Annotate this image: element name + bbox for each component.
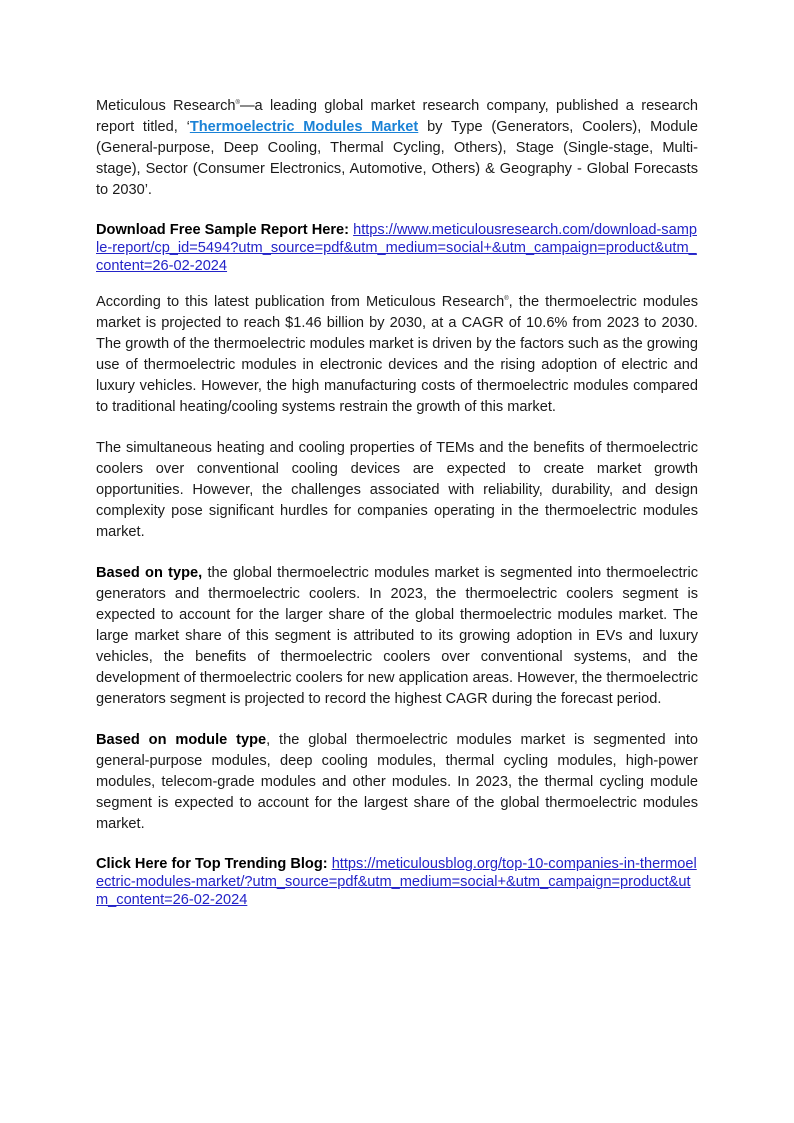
registered-mark: ® (235, 100, 240, 107)
document-page (96, 96, 698, 926)
sample-report-label: Download Free Sample Report Here: (96, 222, 350, 238)
publication-paragraph (96, 292, 698, 418)
publication-text-start: According to this latest publication from Meticulous Research (96, 294, 505, 310)
opportunities-paragraph: The simultaneous heating and cooling properties of TEMs and the benefits of thermoelectric coolers over conventional cooling devices are expected to create market growth opportunities. However, the challenges associated with reliability, durability, and design complexity pose significant hurdles for companies operating in the thermoelectric modules market. (96, 440, 698, 540)
report-title-link[interactable]: Thermoelectric Modules Market (189, 119, 419, 135)
module-segment-lead: Based on module type (96, 732, 267, 748)
sample-report-link[interactable]: https://www.meticulousresearch.com/download-sample-report/cp_id=5494?utm_source=pdf&utm_medium=social+&utm_campaign=product&utm_content=26-02-2024 (96, 222, 697, 274)
type-segment-paragraph (96, 563, 698, 710)
registered-mark: ® (504, 296, 509, 303)
type-segment-text: the global thermoelectric modules market is segmented into thermoelectric generators and thermoelectric coolers. In 2023, the thermoelectric coolers segment is expected to account for the larger share of the global thermoelectric modules market. The large market share of this segment is attributed to its growing adoption in EVs and luxury vehicles, the benefits of thermoelectric coolers over conventional systems, and the development of thermoelectric coolers for new application areas. However, the thermoelectric generators segment is projected to record the highest CAGR during the forecast period. (96, 565, 698, 707)
intro-text-end: by Type (Generators, Coolers), Module (General-purpose, Deep Cooling, Thermal Cycling, Others), Stage (Single-stage, Multi-stage), Sector (Consumer Electronics, Automotive, Others) & Geography - Global Forecasts to 2030’. (96, 119, 698, 198)
blog-link[interactable]: https://meticulousblog.org/top-10-companies-in-thermoelectric-modules-market/?utm_source=pdf&utm_medium=social+&utm_campaign=product&utm_content=26-02-2024 (96, 856, 697, 908)
intro-paragraph (96, 96, 698, 201)
company-name: Meticulous Research (96, 98, 236, 114)
blog-block (96, 855, 698, 909)
sample-report-block (96, 221, 698, 275)
publication-text-end: , the thermoelectric modules market is projected to reach $1.46 billion by 2030, at a CAGR of 10.6% from 2023 to 2030. The growth of the thermoelectric modules market is driven by the factors such as the growing use of thermoelectric modules in electronic devices and the rising adoption of electric and luxury vehicles. However, the high manufacturing costs of thermoelectric modules compared to traditional heating/cooling systems restrain the growth of this market. (96, 294, 698, 415)
blog-label: Click Here for Top Trending Blog: (96, 856, 328, 872)
module-segment-paragraph (96, 730, 698, 835)
intro-text: —a leading global market research company, published a research report titled, ‘ (96, 98, 698, 135)
type-segment-lead: Based on type, (96, 565, 203, 581)
module-segment-text: , the global thermoelectric modules market is segmented into general-purpose modules, deep cooling modules, thermal cycling modules, high-power modules, telecom-grade modules and other modules. In 2023, the thermal cycling module segment is expected to account for the largest share of the global thermoelectric modules market. (96, 732, 698, 832)
